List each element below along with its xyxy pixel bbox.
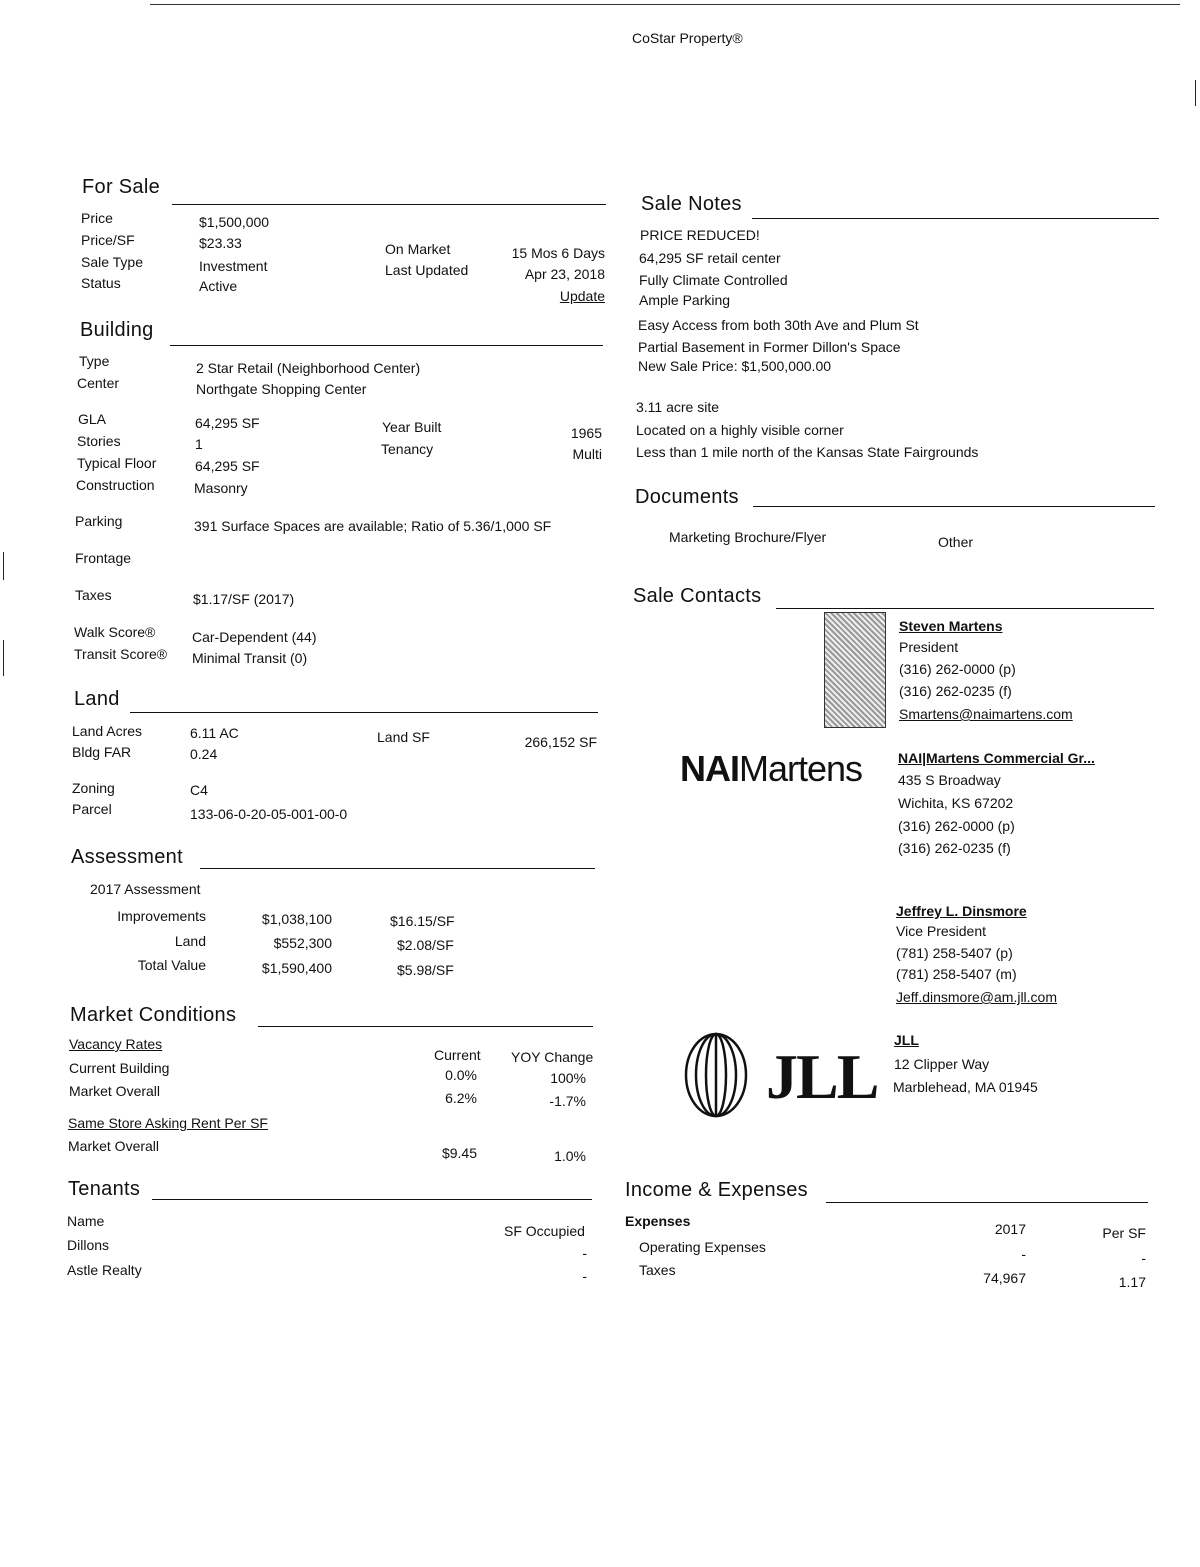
section-rule	[170, 345, 603, 346]
last-updated-value: Apr 23, 2018	[524, 266, 605, 282]
rent-row-current: $9.45	[441, 1145, 477, 1161]
update-link[interactable]: Update	[559, 288, 605, 304]
expense-row-value: 74,967	[983, 1270, 1026, 1286]
expense-row-per-sf: 1.17	[1118, 1274, 1146, 1290]
expenses-label: Expenses	[625, 1213, 691, 1229]
typical-floor-label: Typical Floor	[77, 455, 157, 471]
company2-address2: Marblehead, MA 01945	[893, 1079, 1038, 1095]
section-rule	[200, 868, 595, 869]
tenants-col-name: Name	[67, 1213, 105, 1229]
transit-score-value: Minimal Transit (0)	[192, 650, 308, 666]
vacancy-row-current: 0.0%	[445, 1067, 477, 1083]
document-link-brochure[interactable]: Marketing Brochure/Flyer	[669, 529, 827, 545]
tenancy-label: Tenancy	[381, 441, 434, 457]
stories-value: 1	[195, 436, 203, 452]
jll-globe-icon	[684, 1032, 748, 1118]
jll-logo: JLL	[766, 1041, 878, 1112]
assessment-row-label: Improvements	[117, 908, 206, 924]
land-sf-label: Land SF	[377, 729, 430, 745]
land-sf-value: 266,152 SF	[524, 734, 597, 750]
contact1-email[interactable]: Smartens@naimartens.com	[899, 706, 1073, 722]
contact-photo-avatar	[824, 612, 886, 728]
sale-note-line: 64,295 SF retail center	[639, 250, 781, 266]
section-rule	[172, 204, 606, 205]
land-acres-value: 6.11 AC	[190, 725, 239, 741]
price-sf-value: $23.33	[199, 235, 242, 251]
sale-type-value: Investment	[199, 258, 268, 274]
tenancy-value: Multi	[572, 446, 602, 462]
documents-title: Documents	[635, 486, 739, 508]
sale-type-label: Sale Type	[81, 254, 144, 270]
nai-logo-part: NAI	[680, 748, 739, 789]
company2-name[interactable]: JLL	[894, 1032, 919, 1048]
walk-score-label: Walk Score®	[74, 624, 156, 640]
col-current-header: Current	[434, 1047, 481, 1063]
status-label: Status	[81, 275, 121, 291]
center-value: Northgate Shopping Center	[196, 381, 367, 397]
company1-address1: 435 S Broadway	[898, 772, 1001, 788]
bldg-far-label: Bldg FAR	[72, 744, 132, 760]
contact1-name[interactable]: Steven Martens	[899, 618, 1003, 634]
contact2-name[interactable]: Jeffrey L. Dinsmore	[896, 903, 1027, 919]
assessment-title: Assessment	[71, 846, 183, 868]
transit-score-label: Transit Score®	[74, 646, 168, 662]
parcel-label: Parcel	[72, 801, 112, 817]
market-conditions-title: Market Conditions	[70, 1004, 237, 1026]
price-sf-label: Price/SF	[81, 232, 135, 248]
scan-top-line	[150, 4, 1180, 5]
scan-margin-mark	[3, 552, 4, 580]
sale-note-line: New Sale Price: $1,500,000.00	[638, 358, 832, 374]
tenant-row-sf: -	[582, 1268, 587, 1284]
document-link-other[interactable]: Other	[938, 534, 974, 550]
vacancy-row-current: 6.2%	[445, 1090, 477, 1106]
expense-row-label: Taxes	[639, 1262, 676, 1278]
assessment-row-value: $1,590,400	[261, 960, 332, 976]
company2-address1: 12 Clipper Way	[894, 1056, 990, 1072]
taxes-value: $1.17/SF (2017)	[193, 591, 295, 607]
taxes-label: Taxes	[75, 587, 112, 603]
stories-label: Stories	[77, 433, 121, 449]
tenant-row-sf: -	[582, 1245, 587, 1261]
section-rule	[753, 506, 1155, 507]
type-label: Type	[79, 353, 110, 369]
martens-logo-part: Martens	[739, 748, 863, 789]
sale-note-line: Less than 1 mile north of the Kansas State Fairgrounds	[636, 444, 979, 460]
tenant-row-name: Astle Realty	[67, 1262, 142, 1278]
building-title: Building	[80, 319, 154, 341]
app-title: CoStar Property®	[632, 30, 743, 46]
contact2-email[interactable]: Jeff.dinsmore@am.jll.com	[896, 989, 1057, 1005]
typical-floor-value: 64,295 SF	[195, 458, 260, 474]
sale-note-line: PRICE REDUCED!	[640, 227, 760, 243]
parking-value: 391 Surface Spaces are available; Ratio of 5.36/1,000 SF	[194, 518, 552, 534]
assessment-row-per-sf: $16.15/SF	[390, 913, 455, 929]
zoning-value: C4	[190, 782, 208, 798]
gla-label: GLA	[78, 411, 107, 427]
contact1-fax: (316) 262-0235 (f)	[899, 683, 1012, 699]
company1-address2: Wichita, KS 67202	[898, 795, 1014, 811]
on-market-label: On Market	[385, 241, 451, 257]
sale-note-line: Easy Access from both 30th Ave and Plum St	[638, 317, 919, 333]
for-sale-title: For Sale	[82, 176, 160, 198]
price-label: Price	[81, 210, 113, 226]
zoning-label: Zoning	[72, 780, 115, 796]
contact2-mobile: (781) 258-5407 (m)	[896, 966, 1017, 982]
type-value: 2 Star Retail (Neighborhood Center)	[196, 360, 421, 376]
scan-margin-mark	[3, 640, 4, 676]
vacancy-row-yoy: -1.7%	[549, 1093, 586, 1109]
year-built-label: Year Built	[382, 419, 442, 435]
assessment-row-label: Land	[174, 933, 206, 949]
col-year-header: 2017	[994, 1221, 1026, 1237]
assessment-row-value: $1,038,100	[261, 911, 332, 927]
tenants-title: Tenants	[68, 1178, 141, 1200]
expense-row-per-sf: -	[1141, 1250, 1146, 1266]
last-updated-label: Last Updated	[385, 262, 469, 278]
price-value: $1,500,000	[199, 214, 270, 230]
contact2-role: Vice President	[896, 923, 987, 939]
sale-notes-title: Sale Notes	[641, 193, 742, 215]
parking-label: Parking	[75, 513, 123, 529]
walk-score-value: Car-Dependent (44)	[192, 629, 317, 645]
assessment-row-per-sf: $2.08/SF	[397, 937, 454, 953]
rent-row-yoy: 1.0%	[554, 1148, 586, 1164]
section-rule	[826, 1202, 1148, 1203]
section-rule	[130, 712, 598, 713]
sale-note-line: Partial Basement in Former Dillon's Space	[638, 339, 901, 355]
assessment-row-value: $552,300	[273, 935, 332, 951]
contact2-phone: (781) 258-5407 (p)	[896, 945, 1013, 961]
section-rule	[752, 218, 1159, 219]
section-rule	[152, 1199, 592, 1200]
vacancy-row-label: Current Building	[69, 1060, 170, 1076]
center-label: Center	[77, 375, 120, 391]
nai-martens-logo	[680, 748, 862, 790]
expense-row-label: Operating Expenses	[639, 1239, 766, 1255]
on-market-value: 15 Mos 6 Days	[511, 245, 605, 261]
company1-phone: (316) 262-0000 (p)	[898, 818, 1015, 834]
expense-row-value: -	[1021, 1246, 1026, 1262]
parcel-value: 133-06-0-20-05-001-00-0	[190, 806, 348, 822]
sale-note-line: Located on a highly visible corner	[636, 422, 844, 438]
vacancy-row-label: Market Overall	[69, 1083, 161, 1099]
col-per-sf-header: Per SF	[1102, 1225, 1146, 1241]
section-rule	[776, 608, 1154, 609]
scan-margin-mark	[1195, 80, 1196, 106]
status-value: Active	[199, 278, 238, 294]
company1-name[interactable]: NAI|Martens Commercial Gr...	[898, 750, 1095, 766]
assessment-row-per-sf: $5.98/SF	[397, 962, 454, 978]
vacancy-rates-heading: Vacancy Rates	[69, 1036, 163, 1052]
assessment-year-label: 2017 Assessment	[90, 881, 201, 897]
rent-heading: Same Store Asking Rent Per SF	[68, 1115, 268, 1131]
rent-row-label: Market Overall	[68, 1138, 160, 1154]
gla-value: 64,295 SF	[195, 415, 260, 431]
sale-note-line: Fully Climate Controlled	[639, 272, 788, 288]
land-acres-label: Land Acres	[72, 723, 143, 739]
sale-contacts-title: Sale Contacts	[633, 585, 762, 607]
income-expenses-title: Income & Expenses	[625, 1179, 808, 1201]
company1-fax: (316) 262-0235 (f)	[898, 840, 1011, 856]
frontage-label: Frontage	[75, 550, 132, 566]
sale-note-line: 3.11 acre site	[636, 399, 720, 415]
contact1-phone: (316) 262-0000 (p)	[899, 661, 1016, 677]
bldg-far-value: 0.24	[190, 746, 218, 762]
sale-note-line: Ample Parking	[639, 292, 731, 308]
assessment-row-label: Total Value	[137, 957, 206, 973]
construction-label: Construction	[76, 477, 155, 493]
year-built-value: 1965	[570, 425, 602, 441]
land-title: Land	[74, 688, 120, 710]
tenants-col-sf: SF Occupied	[504, 1223, 585, 1239]
col-yoy-header: YOY Change	[511, 1049, 594, 1065]
vacancy-row-yoy: 100%	[550, 1070, 586, 1086]
section-rule	[258, 1026, 593, 1027]
tenant-row-name: Dillons	[67, 1237, 110, 1253]
contact1-role: President	[899, 639, 959, 655]
construction-value: Masonry	[194, 480, 248, 496]
